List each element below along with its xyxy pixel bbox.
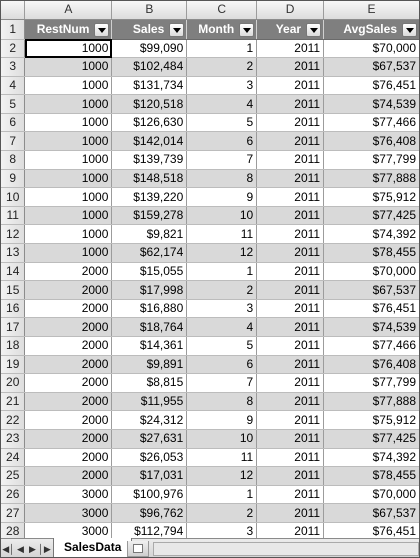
cell-year[interactable]: 2011 (257, 467, 324, 486)
table-row (1, 485, 420, 504)
cell-year[interactable]: 2011 (257, 113, 324, 132)
row-header[interactable]: 1 (1, 19, 25, 39)
next-sheet-icon[interactable]: ▶ (29, 543, 36, 554)
cell-sales[interactable]: $139,739 (112, 151, 187, 170)
column-header-b[interactable]: B (112, 1, 187, 19)
cell-sales[interactable]: $18,764 (112, 318, 187, 337)
row-header[interactable]: 12 (1, 225, 25, 244)
cell-month[interactable]: 3 (187, 76, 257, 95)
cell-avgsales[interactable]: $70,000 (324, 262, 420, 281)
cell-sales[interactable]: $142,014 (112, 132, 187, 151)
cell-restnum[interactable]: 1000 (25, 132, 112, 151)
row-header[interactable]: 17 (1, 318, 25, 337)
cell-restnum[interactable]: 2000 (25, 467, 112, 486)
cell-year[interactable]: 2011 (257, 318, 324, 337)
row-header[interactable]: 20 (1, 374, 25, 393)
row-header[interactable]: 27 (1, 504, 25, 523)
cell-restnum[interactable]: 2000 (25, 374, 112, 393)
cell-restnum[interactable]: 2000 (25, 299, 112, 318)
cell-restnum[interactable]: 3000 (25, 504, 112, 523)
cell-avgsales[interactable]: $76,451 (324, 299, 420, 318)
cell-sales[interactable]: $159,278 (112, 206, 187, 225)
cell-avgsales[interactable]: $77,425 (324, 206, 420, 225)
cell-sales[interactable]: $17,998 (112, 281, 187, 300)
table-row (1, 132, 420, 151)
cell-restnum[interactable]: 2000 (25, 318, 112, 337)
table-row (1, 467, 420, 486)
cell-month[interactable]: 1 (187, 39, 257, 58)
sheet-tab-bar (1, 538, 420, 558)
column-header-a[interactable]: A (25, 1, 112, 19)
row-header[interactable]: 4 (1, 76, 25, 95)
sheet-tab-salesdata[interactable]: SalesData (53, 538, 132, 558)
cell-avgsales[interactable]: $67,537 (324, 58, 420, 77)
cell-restnum[interactable]: 2000 (25, 355, 112, 374)
cell-avgsales[interactable]: $76,451 (324, 522, 420, 538)
cell-month[interactable]: 3 (187, 522, 257, 538)
cell-month[interactable]: 11 (187, 448, 257, 467)
cell-month[interactable]: 1 (187, 485, 257, 504)
cell-avgsales[interactable]: $74,539 (324, 95, 420, 114)
table-row (1, 392, 420, 411)
cell-avgsales[interactable]: $67,537 (324, 504, 420, 523)
table-row (1, 39, 420, 58)
cell-year[interactable]: 2011 (257, 262, 324, 281)
header-cell-restnum[interactable] (25, 19, 112, 39)
row-header[interactable]: 5 (1, 95, 25, 114)
table-row (1, 318, 420, 337)
cell-sales[interactable]: $27,631 (112, 429, 187, 448)
cell-year[interactable]: 2011 (257, 337, 324, 356)
cell-year[interactable]: 2011 (257, 522, 324, 538)
cell-restnum[interactable]: 1000 (25, 244, 112, 263)
table-row (1, 411, 420, 430)
table-row (1, 448, 420, 467)
cell-year[interactable]: 2011 (257, 95, 324, 114)
row-header[interactable]: 21 (1, 392, 25, 411)
cell-sales[interactable]: $16,880 (112, 299, 187, 318)
cell-avgsales[interactable]: $67,537 (324, 281, 420, 300)
row-header[interactable]: 13 (1, 244, 25, 263)
cell-avgsales[interactable]: $77,799 (324, 374, 420, 393)
cell-year[interactable]: 2011 (257, 169, 324, 188)
row-header[interactable]: 6 (1, 113, 25, 132)
column-header-d[interactable]: D (257, 1, 324, 19)
row-header[interactable]: 7 (1, 132, 25, 151)
cell-year[interactable]: 2011 (257, 355, 324, 374)
cell-sales[interactable]: $96,762 (112, 504, 187, 523)
cell-avgsales[interactable]: $77,888 (324, 392, 420, 411)
cell-avgsales[interactable]: $76,408 (324, 355, 420, 374)
cell-avgsales[interactable]: $77,466 (324, 337, 420, 356)
cell-restnum[interactable]: 2000 (25, 262, 112, 281)
header-label: Month (198, 21, 235, 36)
cell-month[interactable]: 5 (187, 337, 257, 356)
table-row (1, 374, 420, 393)
cell-year[interactable]: 2011 (257, 448, 324, 467)
cell-restnum[interactable]: 2000 (25, 281, 112, 300)
cell-month[interactable]: 9 (187, 188, 257, 207)
cell-restnum[interactable]: 3000 (25, 485, 112, 504)
new-sheet-icon (133, 544, 143, 553)
cell-restnum[interactable]: 2000 (25, 411, 112, 430)
table-row (1, 522, 420, 538)
filter-dropdown-icon[interactable] (94, 23, 109, 37)
header-label: RestNum (36, 21, 90, 36)
row-header[interactable]: 19 (1, 355, 25, 374)
row-header[interactable]: 11 (1, 206, 25, 225)
worksheet-grid (1, 1, 420, 538)
cell-sales[interactable]: $148,518 (112, 169, 187, 188)
cell-month[interactable]: 12 (187, 467, 257, 486)
cell-sales[interactable]: $17,031 (112, 467, 187, 486)
row-header[interactable]: 23 (1, 429, 25, 448)
cell-year[interactable]: 2011 (257, 39, 324, 58)
cell-restnum[interactable]: 2000 (25, 429, 112, 448)
row-header[interactable]: 28 (1, 522, 25, 538)
cell-avgsales[interactable]: $74,392 (324, 225, 420, 244)
table-row (1, 58, 420, 77)
row-header[interactable]: 8 (1, 151, 25, 170)
first-sheet-icon[interactable]: ◀│ (2, 543, 15, 554)
row-header[interactable]: 25 (1, 467, 25, 486)
header-cell-sales[interactable] (112, 19, 187, 39)
header-label: AvgSales (343, 21, 397, 36)
row-header[interactable]: 9 (1, 169, 25, 188)
cell-month[interactable]: 11 (187, 225, 257, 244)
table-row (1, 206, 420, 225)
filter-dropdown-icon[interactable] (306, 23, 321, 37)
cell-avgsales[interactable]: $75,912 (324, 411, 420, 430)
cell-avgsales[interactable]: $75,912 (324, 188, 420, 207)
row-header[interactable]: 18 (1, 337, 25, 356)
cell-year[interactable]: 2011 (257, 299, 324, 318)
row-header[interactable]: 22 (1, 411, 25, 430)
cell-year[interactable]: 2011 (257, 485, 324, 504)
cell-year[interactable]: 2011 (257, 188, 324, 207)
cell-month[interactable]: 7 (187, 151, 257, 170)
header-label: Sales (132, 21, 165, 36)
cell-restnum[interactable]: 1000 (25, 113, 112, 132)
cell-year[interactable]: 2011 (257, 281, 324, 300)
cell-sales[interactable]: $8,815 (112, 374, 187, 393)
row-header[interactable]: 15 (1, 281, 25, 300)
row-header[interactable]: 3 (1, 58, 25, 77)
cell-month[interactable]: 2 (187, 504, 257, 523)
cell-avgsales[interactable]: $77,799 (324, 151, 420, 170)
cell-year[interactable]: 2011 (257, 151, 324, 170)
row-header[interactable]: 24 (1, 448, 25, 467)
cell-avgsales[interactable]: $70,000 (324, 485, 420, 504)
select-all-corner[interactable] (1, 1, 25, 19)
insert-sheet-button[interactable] (127, 541, 149, 557)
table-row (1, 244, 420, 263)
cell-month[interactable]: 10 (187, 206, 257, 225)
cell-restnum[interactable]: 3000 (25, 522, 112, 538)
cell-sales[interactable]: $15,055 (112, 262, 187, 281)
cell-year[interactable]: 2011 (257, 411, 324, 430)
column-header-c[interactable]: C (187, 1, 257, 19)
cell-sales[interactable]: $126,630 (112, 113, 187, 132)
cell-year[interactable]: 2011 (257, 374, 324, 393)
cell-month[interactable]: 8 (187, 169, 257, 188)
cell-month[interactable]: 2 (187, 281, 257, 300)
cell-restnum[interactable]: 2000 (25, 392, 112, 411)
cell-avgsales[interactable]: $77,888 (324, 169, 420, 188)
cell-avgsales[interactable]: $77,425 (324, 429, 420, 448)
cell-month[interactable]: 5 (187, 113, 257, 132)
cell-restnum[interactable]: 2000 (25, 448, 112, 467)
cell-sales[interactable]: $139,220 (112, 188, 187, 207)
cell-sales[interactable]: $9,821 (112, 225, 187, 244)
cell-restnum[interactable]: 1000 (25, 206, 112, 225)
cell-month[interactable]: 8 (187, 392, 257, 411)
table-header-row (1, 19, 420, 39)
cell-sales[interactable]: $14,361 (112, 337, 187, 356)
cell-avgsales[interactable]: $74,539 (324, 318, 420, 337)
row-header[interactable]: 16 (1, 299, 25, 318)
cell-sales[interactable]: $102,484 (112, 58, 187, 77)
table-row (1, 151, 420, 170)
cell-sales[interactable]: $9,891 (112, 355, 187, 374)
row-header[interactable]: 14 (1, 262, 25, 281)
cell-year[interactable]: 2011 (257, 58, 324, 77)
table-row (1, 95, 420, 114)
cell-sales[interactable]: $99,090 (112, 39, 187, 58)
cell-avgsales[interactable]: $78,455 (324, 467, 420, 486)
column-header-e[interactable]: E (324, 1, 420, 19)
column-header-row (1, 1, 420, 19)
prev-sheet-icon[interactable]: ◀ (17, 543, 24, 554)
header-cell-year[interactable] (257, 19, 324, 39)
last-sheet-icon[interactable]: │▶ (38, 543, 51, 554)
cell-restnum[interactable]: 1000 (25, 39, 112, 58)
cell-month[interactable]: 6 (187, 132, 257, 151)
cell-restnum[interactable]: 1000 (25, 58, 112, 77)
cell-restnum[interactable]: 1000 (25, 188, 112, 207)
cell-restnum[interactable]: 1000 (25, 225, 112, 244)
cell-sales[interactable]: $62,174 (112, 244, 187, 263)
cell-month[interactable]: 12 (187, 244, 257, 263)
cell-avgsales[interactable]: $76,408 (324, 132, 420, 151)
row-header[interactable]: 26 (1, 485, 25, 504)
header-cell-avgsales[interactable] (324, 19, 420, 39)
cell-restnum[interactable]: 1000 (25, 169, 112, 188)
filter-dropdown-icon[interactable] (169, 23, 184, 37)
cell-year[interactable]: 2011 (257, 429, 324, 448)
cell-month[interactable]: 3 (187, 299, 257, 318)
cell-year[interactable]: 2011 (257, 76, 324, 95)
cell-restnum[interactable]: 1000 (25, 76, 112, 95)
cell-avgsales[interactable]: $76,451 (324, 76, 420, 95)
cell-month[interactable]: 10 (187, 429, 257, 448)
cell-restnum[interactable]: 1000 (25, 95, 112, 114)
cell-year[interactable]: 2011 (257, 504, 324, 523)
cell-month[interactable]: 2 (187, 58, 257, 77)
table-body (1, 39, 420, 538)
row-header[interactable]: 2 (1, 39, 25, 58)
cell-month[interactable]: 4 (187, 318, 257, 337)
header-label: Year (275, 21, 302, 36)
cell-year[interactable]: 2011 (257, 225, 324, 244)
cell-sales[interactable]: $120,518 (112, 95, 187, 114)
cell-restnum[interactable]: 2000 (25, 337, 112, 356)
table-row (1, 355, 420, 374)
cell-month[interactable]: 9 (187, 411, 257, 430)
cell-year[interactable]: 2011 (257, 392, 324, 411)
horizontal-scrollbar[interactable] (153, 542, 419, 556)
cell-avgsales[interactable]: $70,000 (324, 39, 420, 58)
cell-month[interactable]: 6 (187, 355, 257, 374)
table-row (1, 76, 420, 95)
table-row (1, 429, 420, 448)
cell-month[interactable]: 7 (187, 374, 257, 393)
table-row (1, 299, 420, 318)
cell-sales[interactable]: $26,053 (112, 448, 187, 467)
table-row (1, 225, 420, 244)
row-header[interactable]: 10 (1, 188, 25, 207)
cell-sales[interactable]: $112,794 (112, 522, 187, 538)
cell-sales[interactable]: $131,734 (112, 76, 187, 95)
cell-sales[interactable]: $11,955 (112, 392, 187, 411)
table-row (1, 113, 420, 132)
table-row (1, 504, 420, 523)
cell-avgsales[interactable]: $74,392 (324, 448, 420, 467)
cell-year[interactable]: 2011 (257, 132, 324, 151)
filter-dropdown-icon[interactable] (402, 23, 417, 37)
table-row (1, 188, 420, 207)
table-row (1, 169, 420, 188)
sales-table (1, 1, 420, 538)
cell-month[interactable]: 1 (187, 262, 257, 281)
cell-year[interactable]: 2011 (257, 206, 324, 225)
cell-month[interactable]: 4 (187, 95, 257, 114)
header-cell-month[interactable] (187, 19, 257, 39)
table-row (1, 262, 420, 281)
table-row (1, 281, 420, 300)
cell-year[interactable]: 2011 (257, 244, 324, 263)
table-row (1, 337, 420, 356)
cell-sales[interactable]: $24,312 (112, 411, 187, 430)
cell-avgsales[interactable]: $77,466 (324, 113, 420, 132)
cell-restnum[interactable]: 1000 (25, 151, 112, 170)
filter-dropdown-icon[interactable] (239, 23, 254, 37)
cell-sales[interactable]: $100,976 (112, 485, 187, 504)
cell-avgsales[interactable]: $78,455 (324, 244, 420, 263)
